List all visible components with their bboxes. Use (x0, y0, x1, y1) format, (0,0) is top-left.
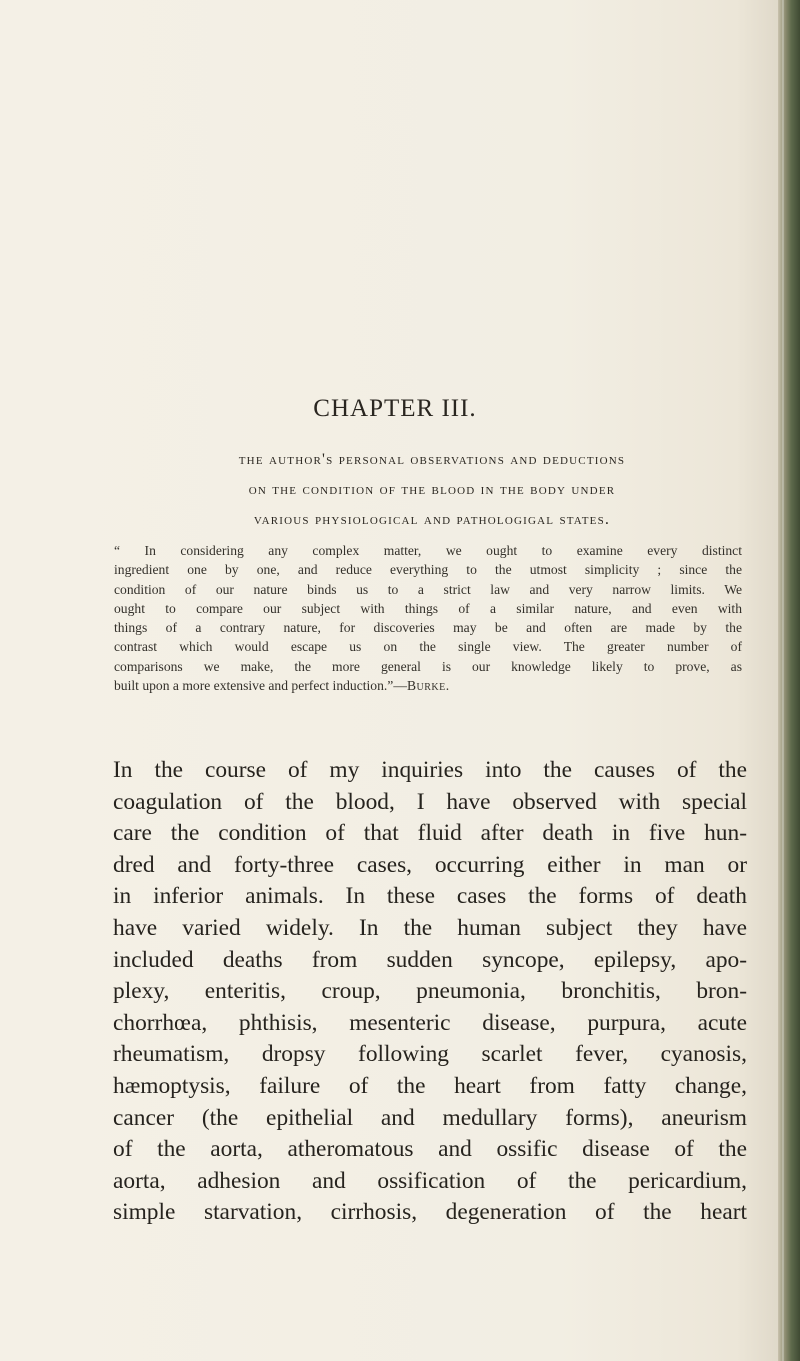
body-line: cancer (the epithelial and medullary forms), aneurism (113, 1104, 747, 1131)
quote-line: built upon a more extensive and perfect induction.”— (114, 678, 407, 694)
body-line: plexy, enteritis, croup, pneumonia, bronchitis, bron- (113, 978, 747, 1005)
quote-line: “ In considering any complex matter, we ought to examine every distinct (114, 543, 742, 558)
heading-line: various physiological and pathologigal states. (253, 510, 611, 528)
body-line: in inferior animals. In these cases the forms of death (113, 883, 747, 910)
heading-line: on the condition of the blood in the body under (248, 480, 616, 498)
quote-line: contrast which would escape us on the single view. The greater number of (114, 639, 742, 655)
epigraph-quote (114, 541, 742, 695)
quote-line: ingredient one by one, and reduce everything to the utmost simplicity ; since the (114, 562, 742, 578)
body-line: rheumatism, dropsy following scarlet fever, cyanosis, (113, 1041, 747, 1068)
body-line: simple starvation, cirrhosis, degeneration of the heart (113, 1199, 747, 1226)
body-line: of the aorta, atheromatous and ossific disease of the (113, 1136, 747, 1163)
quote-line: things of a contrary nature, for discoveries may be and often are made by the (114, 620, 742, 636)
chapter-heading (112, 444, 752, 534)
chapter-title: CHAPTER III. (313, 395, 477, 422)
body-line: have varied widely. In the human subject they have (113, 914, 747, 941)
body-line: care the condition of that fluid after death in five hun- (113, 820, 747, 847)
quote-line: comparisons we make, the more general is our knowledge likely to prove, as (114, 658, 742, 674)
body-line: coagulation of the blood, I have observed with special (113, 788, 747, 815)
body-line: hæmoptysis, failure of the heart from fatty change, (113, 1072, 747, 1099)
body-paragraph (113, 755, 747, 1229)
quote-line: condition of our nature binds us to a strict law and very narrow limits. We (114, 581, 742, 597)
body-line: aorta, adhesion and ossification of the pericardium, (113, 1167, 747, 1194)
book-spine-edge (778, 0, 800, 1361)
quote-line: ought to compare our subject with things of a similar nature, and even with (114, 600, 742, 616)
heading-line: the author's personal observations and deductions (238, 450, 626, 468)
quote-last-line (114, 676, 742, 695)
body-line: dred and forty-three cases, occurring either in man or (113, 851, 747, 878)
body-line: In the course of my inquiries into the causes of the (113, 757, 747, 783)
body-line: chorrhœa, phthisis, mesenteric disease, purpura, acute (113, 1009, 747, 1036)
body-line: included deaths from sudden syncope, epilepsy, apo- (113, 946, 747, 973)
quote-attribution: Burke. (406, 678, 450, 694)
